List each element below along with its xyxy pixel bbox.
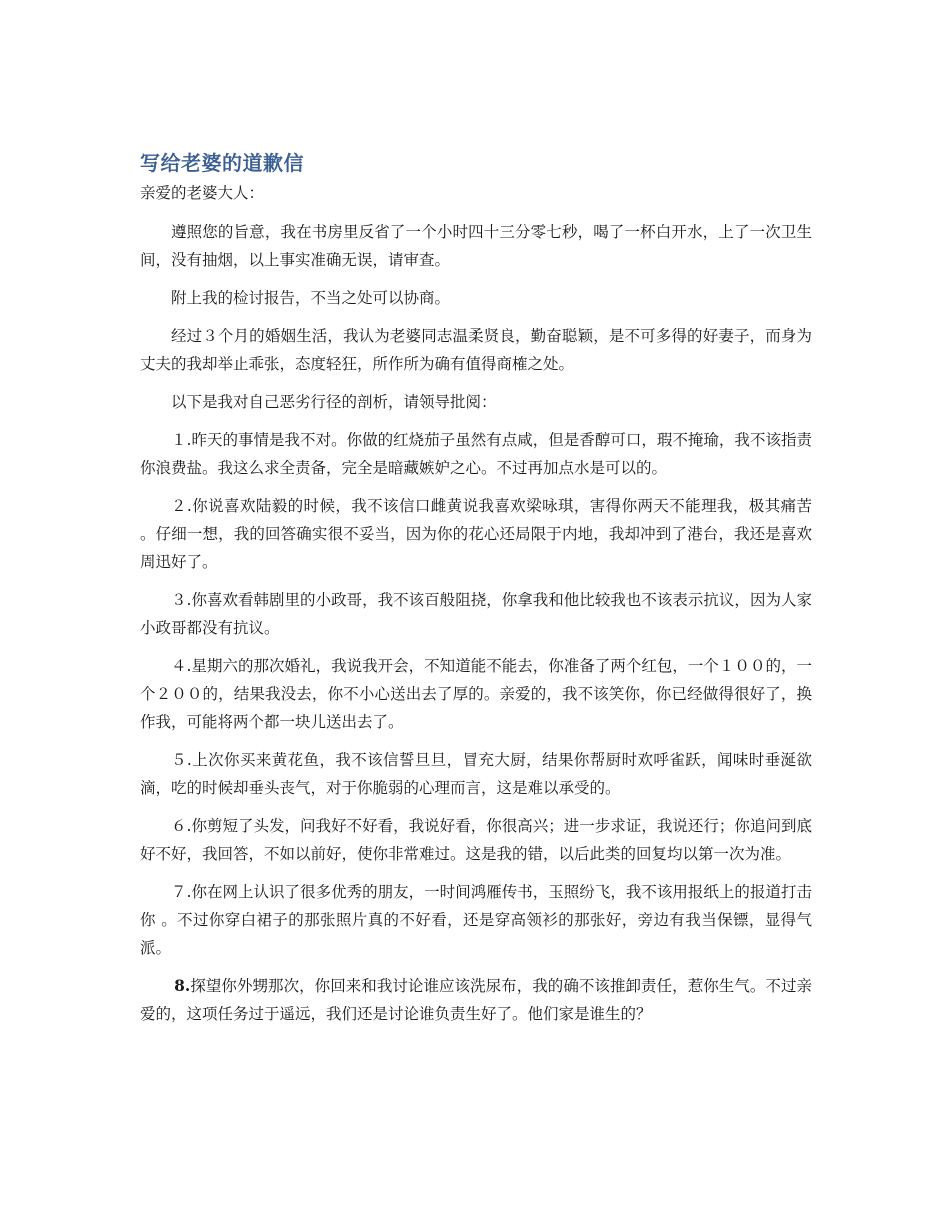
list-item-number: ３. [171, 591, 192, 609]
document-title: 写给老婆的道歉信 [140, 151, 304, 175]
list-item-2 [140, 492, 812, 576]
list-item-text: 你说喜欢陆毅的时候，我不该信口雌黄说我喜欢梁咏琪，害得你两天不能理我，极其痛苦 。仔细一想，我的回答确实很不妥当，因为你的花心还局限于内地，我却冲到了港台，我还是喜欢周迅好了。 [140, 497, 812, 571]
paragraph-text: 经过３个月的婚姻生活，我认为老婆同志温柔贤良，勤奋聪颖，是不可多得的好妻子，而身为丈夫的我却举止乖张，态度轻狂，所作所为确有值得商榷之处。 [140, 327, 812, 373]
paragraph-text: 以下是我对自己恶劣行径的剖析，请领导批阅： [171, 393, 497, 411]
list-item-text: 昨天的事情是我不对。你做的红烧茄子虽然有点咸，但是香醇可口，瑕不掩瑜，我不该指责你浪费盐。我这么求全责备，完全是暗藏嫉妒之心。不过再加点水是可以的。 [140, 431, 812, 477]
list-item-text: 上次你买来黄花鱼，我不该信誓旦旦，冒充大厨，结果你帮厨时欢呼雀跃，闻味时垂涎欲滴，吃的时候却垂头丧气，对于你脆弱的心理而言，这是难以承受的。 [140, 751, 812, 797]
list-item-text: 你剪短了头发，问我好不好看，我说好看，你很高兴；进一步求证，我说还行；你追问到底好不好，我回答，不如以前好，使你非常难过。这是我的错，以后此类的回复均以第一次为准。 [140, 817, 812, 863]
list-item-7 [140, 878, 812, 962]
list-item-text: 星期六的那次婚礼，我说我开会，不知道能不能去，你准备了两个红包，一个１００的，一个２００的，结果我没去，你不小心送出去了厚的。亲爱的，我不该笑你，你已经做得很好了，换作我，可能将两个都一块儿送出去了。 [140, 657, 812, 731]
document-page [140, 148, 812, 1038]
list-item-5 [140, 746, 812, 802]
list-item-number: ７. [171, 883, 192, 901]
paragraph-4 [140, 388, 812, 416]
list-item-number: ４. [171, 657, 192, 675]
list-item-number: ５. [171, 751, 192, 769]
list-item-6 [140, 812, 812, 868]
list-item-text: 你喜欢看韩剧里的小政哥，我不该百般阻挠，你拿我和他比较我也不该表示抗议，因为人家小政哥都没有抗议。 [140, 591, 812, 637]
list-item-text: 你在网上认识了很多优秀的朋友，一时间鸿雁传书，玉照纷飞，我不该用报纸上的报道打击你 。不过你穿白裙子的那张照片真的不好看，还是穿高领衫的那张好，旁边有我当保镖，显得气派。 [140, 883, 812, 957]
list-item-4 [140, 652, 812, 736]
paragraph-text: 遵照您的旨意，我在书房里反省了一个小时四十三分零七秒，喝了一杯白开水，上了一次卫生间，没有抽烟，以上事实准确无误，请审查。 [140, 223, 812, 269]
list-item-1 [140, 426, 812, 482]
list-item-text: 探望你外甥那次，你回来和我讨论谁应该洗尿布，我的确不该推卸责任，惹你生气。不过亲爱的，这项任务过于遥远，我们还是讨论谁负责生好了。他们家是谁生的？ [140, 977, 812, 1023]
letter-greeting: 亲爱的老婆大人： [140, 184, 265, 202]
paragraph-3 [140, 322, 812, 378]
list-item-number: ６. [171, 817, 192, 835]
paragraph-1 [140, 218, 812, 274]
list-item-number: １. [171, 431, 192, 449]
list-item-3 [140, 586, 812, 642]
list-item-number: ２. [171, 497, 192, 515]
list-item-number: 8. [174, 976, 191, 995]
list-item-8 [140, 972, 812, 1028]
paragraph-text: 附上我的检讨报告，不当之处可以协商。 [171, 289, 451, 307]
paragraph-2 [140, 284, 812, 312]
